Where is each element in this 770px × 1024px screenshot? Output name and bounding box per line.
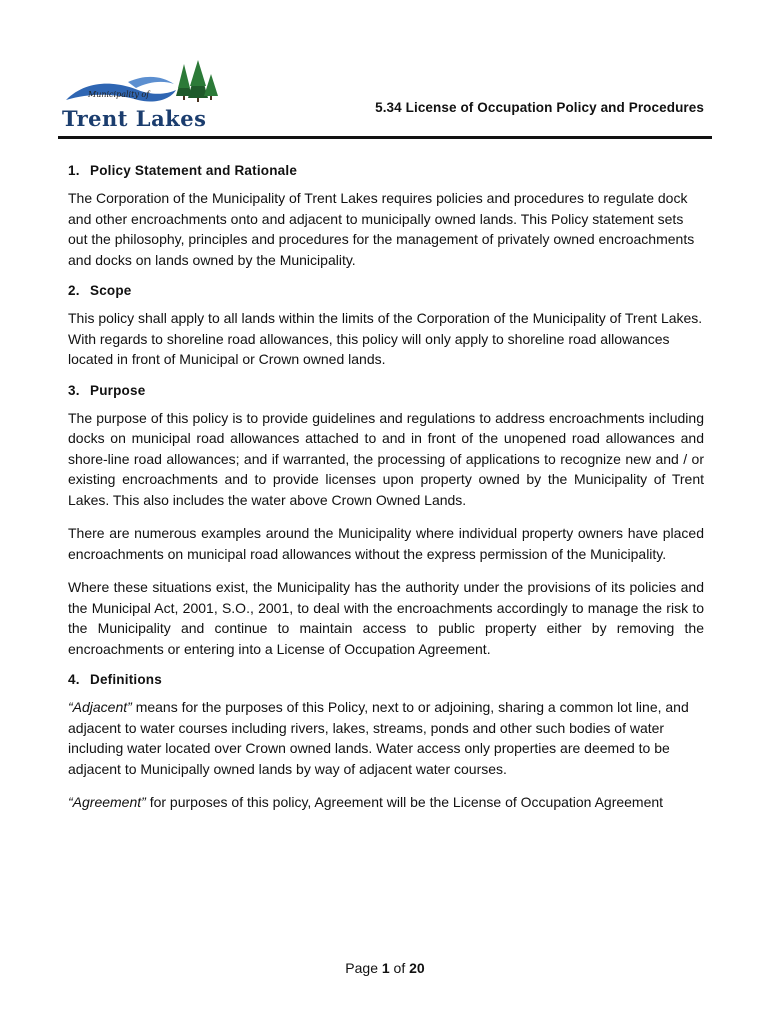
definition-adjacent [68, 697, 704, 779]
section-heading: 4. Definitions [68, 672, 162, 687]
page-header [0, 0, 770, 145]
page-footer [0, 960, 770, 976]
paragraph: The purpose of this policy is to provide guidelines and regulations to address encroachments including docks on municipal road allowances attached to and in front of the unopened road allowances and shore-line road allowances; and if warranted, the processing of applications to recognize new and / or existing encroachments and to provide licenses upon property owned by the Municipality of Trent Lakes. This also includes the water above Crown Owned Lands. [68, 409, 704, 508]
header-rule [58, 136, 712, 139]
page-total: 20 [409, 960, 425, 976]
section-heading: 2. Scope [68, 283, 132, 298]
paragraph: There are numerous examples around the Municipality where individual property owners have placed encroachments on municipal road allowances without the express permission of the Municipality. [68, 525, 704, 562]
paragraph: This policy shall apply to all lands within the limits of the Corporation of the Municipality of Trent Lakes. With regards to shoreline road allowances, this policy will only apply to shoreline road allowances located in front of Municipal or Crown owned lands. [68, 310, 703, 367]
definition-term: “Agreement” [68, 794, 146, 810]
section-heading: 3. Purpose [68, 382, 146, 398]
definition-text: for purposes of this policy, Agreement will be the License of Occupation Agreement [145, 794, 664, 810]
document-title: 5.34 License of Occupation Policy and Procedures [375, 100, 704, 115]
paragraph: The Corporation of the Municipality of Trent Lakes requires policies and procedures to regulate dock and other encroachments onto and adjacent to municipally owned lands. This Policy statement sets out the philosophy, principles and procedures for the management of privately owned encroachments and docks on lands owned by the Municipality. [68, 190, 695, 268]
definition-text: means for the purposes of this Policy, next to or adjoining, sharing a common lot line, and adjacent to water courses including rivers, lakes, streams, ponds and other such bodies of water including water located over Crown owned lands. Water access only properties are deemed to be adjacent to Municipally owned lands by way of adjacent water courses. [68, 699, 689, 777]
definition-agreement [68, 792, 704, 813]
section-purpose [68, 383, 704, 660]
page-current: 1 [381, 960, 390, 976]
municipality-logo [58, 60, 224, 132]
logo-main-text: Trent Lakes [62, 106, 207, 131]
logo-small-text: Municipality of [88, 90, 150, 99]
page-label: Page [345, 960, 382, 976]
section-heading: 1. Policy Statement and Rationale [68, 163, 298, 178]
definition-term: “Adjacent” [68, 699, 132, 715]
page-of: of [389, 960, 410, 976]
section-policy-statement [68, 163, 704, 270]
section-scope [68, 283, 704, 370]
paragraph: Where these situations exist, the Municipality has the authority under the provisions of its policies and the Municipal Act, 2001, S.O., 2001, to deal with the encroachments accordingly to manage the risk to the Municipality and continue to maintain access to public property either by removing the encroachments or entering into a License of Occupation Agreement. [68, 579, 704, 657]
section-definitions [68, 672, 704, 813]
document-body [68, 163, 704, 826]
